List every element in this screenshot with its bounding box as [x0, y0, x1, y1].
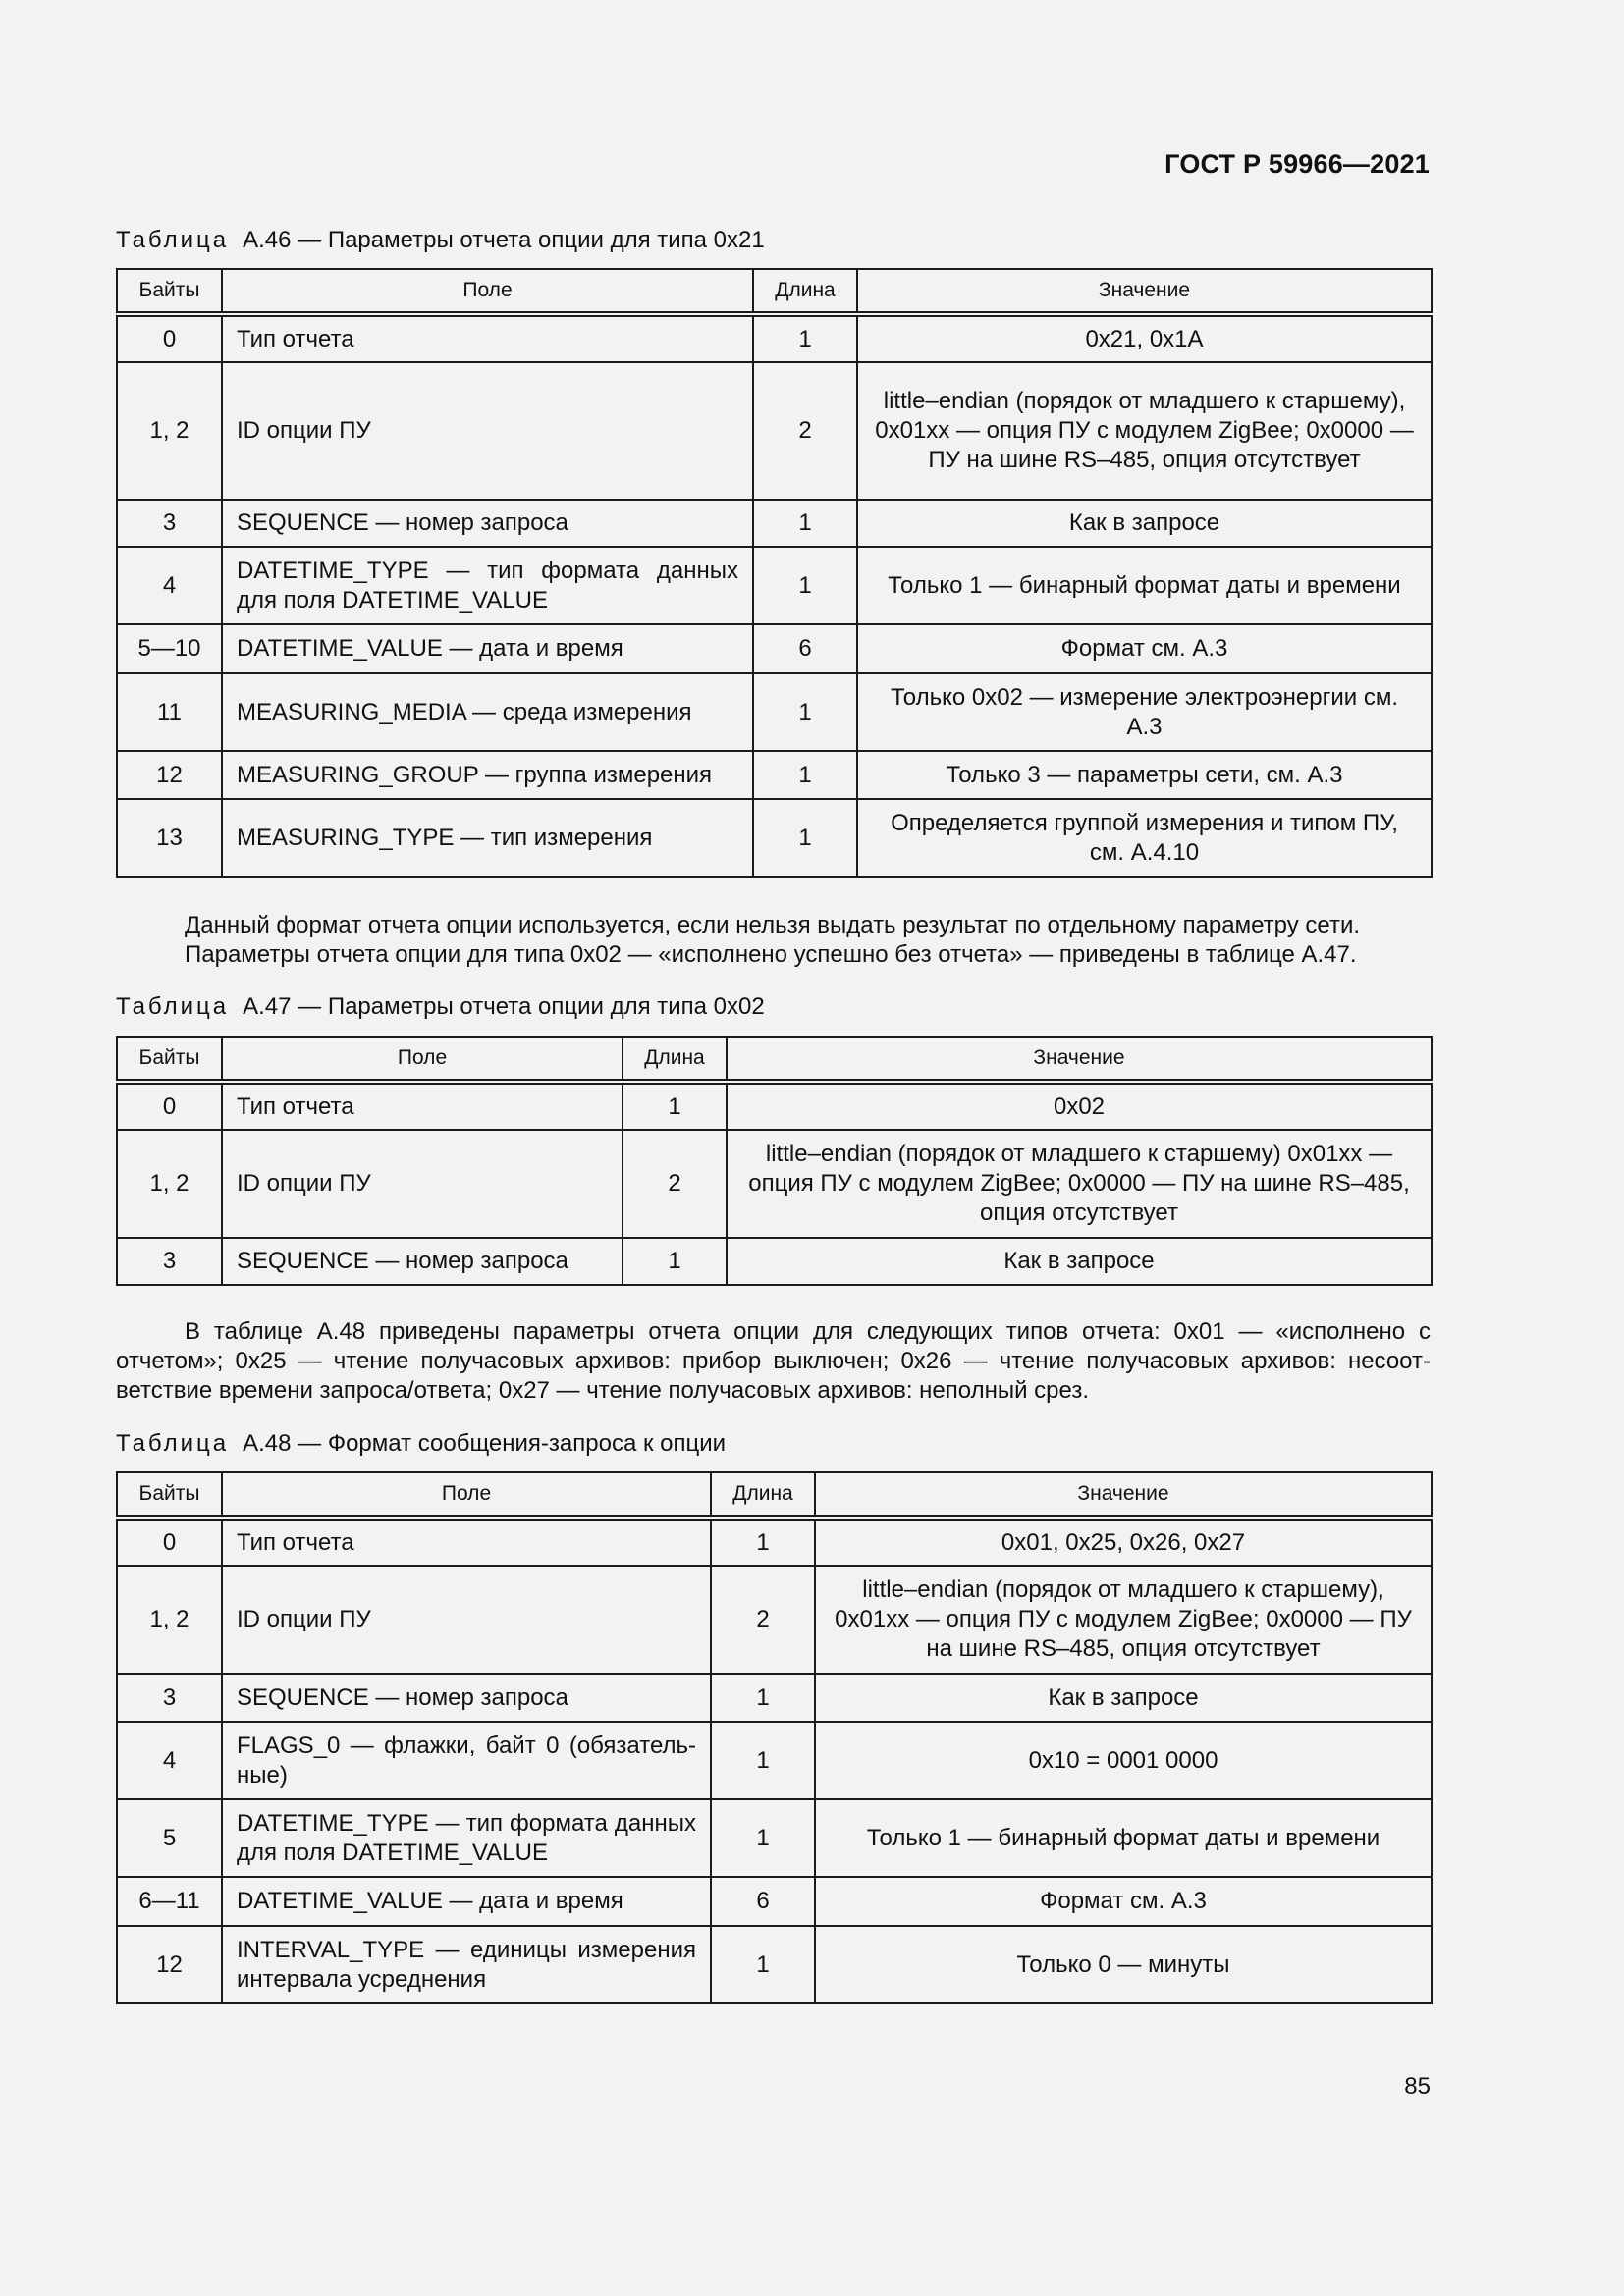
column-header: Длина: [711, 1472, 815, 1518]
field-cell: INTERVAL_TYPE — единицы измерения интервала усреднения: [222, 1926, 711, 2003]
field-cell: SEQUENCE — номер запроса: [222, 1674, 711, 1722]
table-row: [117, 673, 1432, 751]
length-cell: 1: [711, 1674, 815, 1722]
field-cell: SEQUENCE — номер запроса: [222, 500, 753, 547]
bytes-cell: 0: [117, 1082, 222, 1130]
field-cell: ID опции ПУ: [222, 1130, 623, 1238]
table-header-row: [117, 1472, 1432, 1518]
column-header: Поле: [222, 1037, 623, 1082]
field-cell: DATETIME_VALUE — дата и время: [222, 624, 753, 673]
table-row: [117, 1799, 1432, 1877]
value-cell: Как в запросе: [815, 1674, 1432, 1722]
bytes-cell: 5: [117, 1799, 222, 1877]
bytes-cell: 6—11: [117, 1877, 222, 1926]
paragraph-text: В таблице А.48 приведены параметры отчета опции для следующих типов отчета: 0x01 — «исполнено с отчетом»; 0x25 — чтение получасовых архивов: прибор выключен; 0x26 — чтение получасовых архивов: несоответствие времени запроса/ответа; 0x27 — чтение получасовых архивов: неполный срез.: [116, 1318, 1431, 1404]
value-cell: 0x01, 0x25, 0x26, 0x27: [815, 1518, 1432, 1566]
column-header: Поле: [222, 1472, 711, 1518]
table-body: [117, 1082, 1432, 1285]
paragraph-line: Параметры отчета опции для типа 0x02 — «исполнено успешно без отчета» — приведены в таблице А.47.: [185, 941, 1357, 968]
table-a47-caption: [116, 992, 765, 1022]
value-cell: 0x10 = 0001 0000: [815, 1722, 1432, 1799]
table-row: [117, 1722, 1432, 1799]
field-cell: MEASURING_MEDIA — среда измерения: [222, 673, 753, 751]
value-cell: Формат см. А.3: [815, 1877, 1432, 1926]
value-cell: Как в запросе: [727, 1238, 1432, 1285]
bytes-cell: 13: [117, 799, 222, 877]
value-cell: little–endian (порядок от младшего к старшему), 0x01xx — опция ПУ с модулем ZigBee; 0x0000 — ПУ на шине RS–485, опция отсутствует: [815, 1566, 1432, 1674]
column-header: Длина: [753, 269, 857, 314]
value-cell: Только 1 — бинарный формат даты и времени: [857, 547, 1432, 624]
length-cell: 2: [623, 1130, 727, 1238]
length-cell: 1: [753, 751, 857, 799]
value-cell: Как в запросе: [857, 500, 1432, 547]
value-cell: Только 0 — минуты: [815, 1926, 1432, 2003]
paragraph-1: [116, 911, 1431, 970]
field-cell: MEASURING_GROUP — группа измерения: [222, 751, 753, 799]
table-row: [117, 314, 1432, 362]
column-header: Байты: [117, 1037, 222, 1082]
length-cell: 1: [711, 1722, 815, 1799]
table-a46-caption: [116, 226, 765, 255]
length-cell: 1: [711, 1926, 815, 2003]
field-cell: SEQUENCE — номер запроса: [222, 1238, 623, 1285]
column-header: Длина: [623, 1037, 727, 1082]
caption-text: А.47 — Параметры отчета опции для типа 0x02: [243, 993, 765, 1020]
bytes-cell: 12: [117, 751, 222, 799]
bytes-cell: 12: [117, 1926, 222, 2003]
value-cell: little–endian (порядок от младшего к старшему) 0x01xx — опция ПУ с модулем ZigBee; 0x0000 — ПУ на шине RS–485, опция отсутствует: [727, 1130, 1432, 1238]
column-header: Значение: [857, 269, 1432, 314]
length-cell: 1: [623, 1082, 727, 1130]
bytes-cell: 3: [117, 1238, 222, 1285]
table-row: [117, 547, 1432, 624]
paragraph-line: Данный формат отчета опции используется, если нельзя выдать результат по отдельному параметру сети.: [185, 912, 1361, 938]
bytes-cell: 1, 2: [117, 1566, 222, 1674]
length-cell: 1: [623, 1238, 727, 1285]
bytes-cell: 3: [117, 500, 222, 547]
bytes-cell: 1, 2: [117, 1130, 222, 1238]
bytes-cell: 5—10: [117, 624, 222, 673]
table-row: [117, 362, 1432, 500]
bytes-cell: 0: [117, 1518, 222, 1566]
table-a47: [116, 1036, 1433, 1286]
table-header-row: [117, 1037, 1432, 1082]
table-header-row: [117, 269, 1432, 314]
field-cell: ID опции ПУ: [222, 362, 753, 500]
value-cell: Только 0x02 — измерение электроэнергии см. А.3: [857, 673, 1432, 751]
table-a46: [116, 268, 1433, 878]
caption-word: Таблица: [116, 1430, 230, 1457]
column-header: Поле: [222, 269, 753, 314]
table-row: [117, 1674, 1432, 1722]
table-row: [117, 1082, 1432, 1130]
field-cell: Тип отчета: [222, 314, 753, 362]
table-row: [117, 1238, 1432, 1285]
field-cell: DATETIME_TYPE — тип формата данных для поля DATETIME_VALUE: [222, 547, 753, 624]
table-row: [117, 1566, 1432, 1674]
bytes-cell: 0: [117, 314, 222, 362]
field-cell: DATETIME_TYPE — тип формата данных для поля DATETIME_VALUE: [222, 1799, 711, 1877]
length-cell: 1: [753, 547, 857, 624]
value-cell: Определяется группой измерения и типом ПУ, см. А.4.10: [857, 799, 1432, 877]
table-row: [117, 751, 1432, 799]
length-cell: 2: [753, 362, 857, 500]
field-cell: ID опции ПУ: [222, 1566, 711, 1674]
table-body: [117, 1518, 1432, 2003]
caption-text: А.46 — Параметры отчета опции для типа 0x21: [243, 227, 765, 253]
field-cell: Тип отчета: [222, 1518, 711, 1566]
length-cell: 6: [711, 1877, 815, 1926]
length-cell: 2: [711, 1566, 815, 1674]
table-a48: [116, 1471, 1433, 2004]
table-row: [117, 1130, 1432, 1238]
value-cell: 0x02: [727, 1082, 1432, 1130]
table-row: [117, 624, 1432, 673]
length-cell: 1: [711, 1799, 815, 1877]
document-id: ГОСТ Р 59966—2021: [1164, 149, 1430, 179]
paragraph-2: [116, 1317, 1431, 1406]
table-a48-caption: [116, 1429, 726, 1459]
caption-text: А.48 — Формат сообщения-запроса к опции: [243, 1430, 727, 1457]
table-row: [117, 1926, 1432, 2003]
caption-word: Таблица: [116, 227, 230, 253]
bytes-cell: 4: [117, 1722, 222, 1799]
length-cell: 1: [753, 799, 857, 877]
column-header: Значение: [815, 1472, 1432, 1518]
bytes-cell: 1, 2: [117, 362, 222, 500]
length-cell: 1: [711, 1518, 815, 1566]
caption-word: Таблица: [116, 993, 230, 1020]
field-cell: DATETIME_VALUE — дата и время: [222, 1877, 711, 1926]
table-row: [117, 799, 1432, 877]
column-header: Байты: [117, 269, 222, 314]
length-cell: 6: [753, 624, 857, 673]
value-cell: Только 1 — бинарный формат даты и времени: [815, 1799, 1432, 1877]
table-row: [117, 1877, 1432, 1926]
length-cell: 1: [753, 314, 857, 362]
bytes-cell: 11: [117, 673, 222, 751]
field-cell: MEASURING_TYPE — тип измерения: [222, 799, 753, 877]
column-header: Байты: [117, 1472, 222, 1518]
table-body: [117, 314, 1432, 877]
page-number: 85: [1404, 2073, 1431, 2100]
bytes-cell: 3: [117, 1674, 222, 1722]
table-row: [117, 500, 1432, 547]
column-header: Значение: [727, 1037, 1432, 1082]
value-cell: Формат см. А.3: [857, 624, 1432, 673]
value-cell: little–endian (порядок от младшего к старшему), 0x01xx — опция ПУ с модулем ZigBee; 0x0000 — ПУ на шине RS–485, опция отсутствует: [857, 362, 1432, 500]
field-cell: FLAGS_0 — флажки, байт 0 (обязательные): [222, 1722, 711, 1799]
field-cell: Тип отчета: [222, 1082, 623, 1130]
table-row: [117, 1518, 1432, 1566]
value-cell: 0x21, 0x1A: [857, 314, 1432, 362]
length-cell: 1: [753, 673, 857, 751]
bytes-cell: 4: [117, 547, 222, 624]
length-cell: 1: [753, 500, 857, 547]
value-cell: Только 3 — параметры сети, см. А.3: [857, 751, 1432, 799]
